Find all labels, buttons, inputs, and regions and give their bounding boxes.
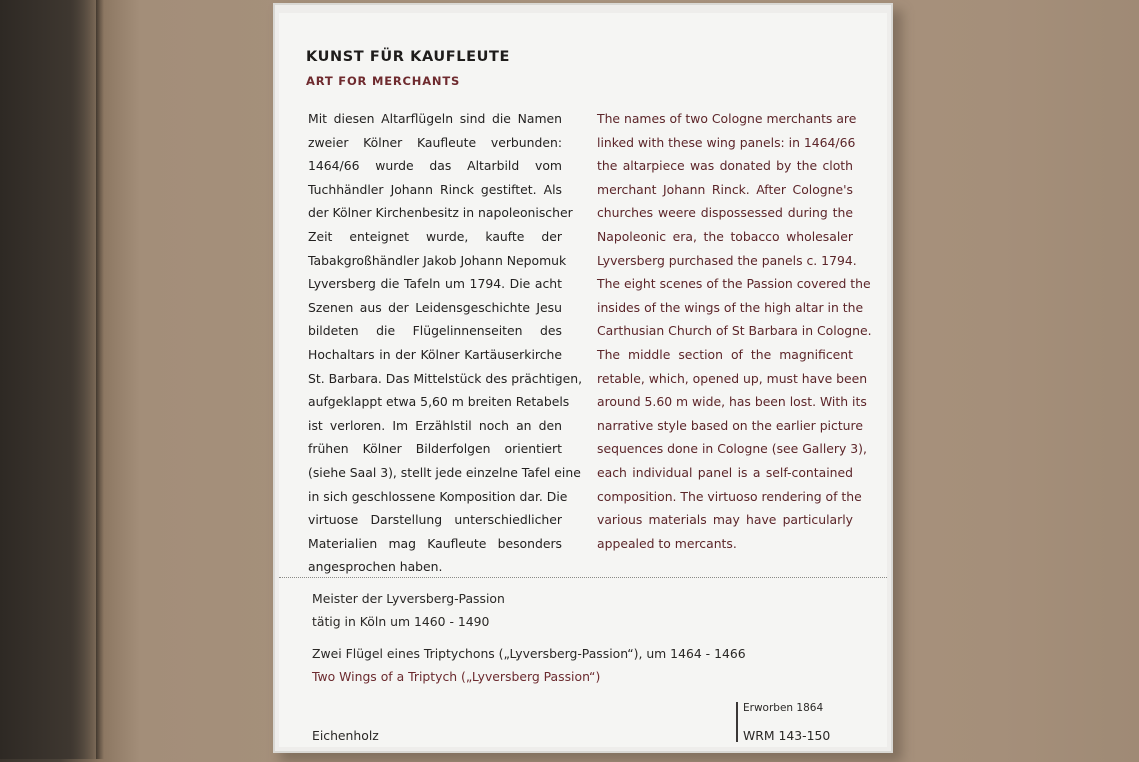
german-text-line: aufgeklappt etwa 5,60 m breiten Retabels: [308, 394, 570, 410]
german-text-line: angesprochen haben.: [308, 559, 443, 575]
label-subtitle: ART FOR MERCHANTS: [306, 74, 461, 88]
german-text-line: virtuose Darstellung unterschiedlicher: [308, 512, 562, 528]
english-text-line: narrative style based on the earlier picture: [597, 417, 863, 433]
english-text-line: various materials may have particularly: [597, 512, 853, 528]
english-text-line: linked with these wing panels: in 1464/66: [597, 134, 856, 150]
german-text-line: (siehe Saal 3), stellt jede einzelne Tafel eine: [308, 464, 581, 480]
english-text-line: appealed to mercants.: [597, 535, 737, 551]
english-text-line: insides of the wings of the high altar in the: [597, 299, 864, 315]
german-text-line: 1464/66 wurde das Altarbild vom: [308, 158, 562, 174]
english-text-line: merchant Johann Rinck. After Cologne's: [597, 181, 853, 197]
english-text-line: The middle section of the magnificent: [597, 346, 853, 362]
english-text-line: The eight scenes of the Passion covered the: [597, 276, 871, 292]
german-text-column: [308, 107, 583, 579]
english-text-line: Carthusian Church of St Barbara in Cologne.: [597, 323, 872, 339]
separator-bar: [736, 702, 738, 742]
german-text-line: Tuchhändler Johann Rinck gestiftet. Als: [308, 181, 562, 197]
german-text-line: Zeit enteignet wurde, kaufte der: [308, 228, 562, 244]
artist-info: [312, 587, 505, 633]
german-text-line: in sich geschlossene Komposition dar. Die: [308, 488, 568, 504]
english-text-line: churches weere dispossessed during the: [597, 205, 853, 221]
wall-edge: [96, 0, 104, 759]
acquisition-note: Erworben 1864: [743, 702, 824, 714]
material: Eichenholz: [312, 728, 379, 743]
german-text-line: Mit diesen Altarflügeln sind die Namen: [308, 111, 562, 126]
wall-shadow: [0, 0, 100, 759]
english-text-line: Lyversberg purchased the panels c. 1794.: [597, 252, 857, 268]
german-text-line: Hochaltars in der Kölner Kartäuserkirche: [308, 346, 562, 362]
english-text-line: around 5.60 m wide, has been lost. With its: [597, 394, 867, 410]
german-text-line: Szenen aus der Leidensgeschichte Jesu: [308, 299, 562, 315]
museum-label-board: [273, 3, 893, 753]
divider: [279, 577, 887, 578]
english-text-column: [597, 107, 872, 555]
german-text-line: Lyversberg die Tafeln um 1794. Die acht: [308, 276, 562, 292]
label-title: KUNST FÜR KAUFLEUTE: [306, 49, 510, 65]
german-text-line: bildeten die Flügelinnenseiten des: [308, 323, 562, 339]
english-text-line: The names of two Cologne merchants are: [597, 111, 857, 126]
english-text-line: the altarpiece was donated by the cloth: [597, 158, 853, 174]
german-text-line: Materialien mag Kaufleute besonders: [308, 535, 562, 551]
german-text-line: St. Barbara. Das Mittelstück des prächtigen,: [308, 370, 583, 386]
german-text-line: frühen Kölner Bilderfolgen orientiert: [308, 441, 562, 457]
english-text-line: retable, which, opened up, must have been: [597, 370, 868, 386]
artist-activity: tätig in Köln um 1460 - 1490: [312, 614, 490, 629]
german-text-line: der Kölner Kirchenbesitz in napoleonischer: [308, 205, 573, 221]
work-title-de: Zwei Flügel eines Triptychons („Lyversberg-Passion“), um 1464 - 1466: [312, 646, 746, 661]
work-title-en: Two Wings of a Triptych („Lyversberg Passion“): [312, 669, 601, 684]
english-text-line: sequences done in Cologne (see Gallery 3),: [597, 441, 867, 457]
german-text-line: Tabakgroßhändler Jakob Johann Nepomuk: [308, 252, 567, 268]
german-text-line: ist verloren. Im Erzählstil noch an den: [308, 417, 562, 433]
german-text-line: zweier Kölner Kaufleute verbunden:: [308, 134, 562, 150]
english-text-line: Napoleonic era, the tobacco wholesaler: [597, 228, 853, 244]
english-text-line: each individual panel is a self-contained: [597, 464, 853, 480]
artist-name: Meister der Lyversberg-Passion: [312, 591, 505, 606]
english-text-line: composition. The virtuoso rendering of the: [597, 488, 862, 504]
inventory-number: WRM 143-150: [743, 728, 831, 743]
